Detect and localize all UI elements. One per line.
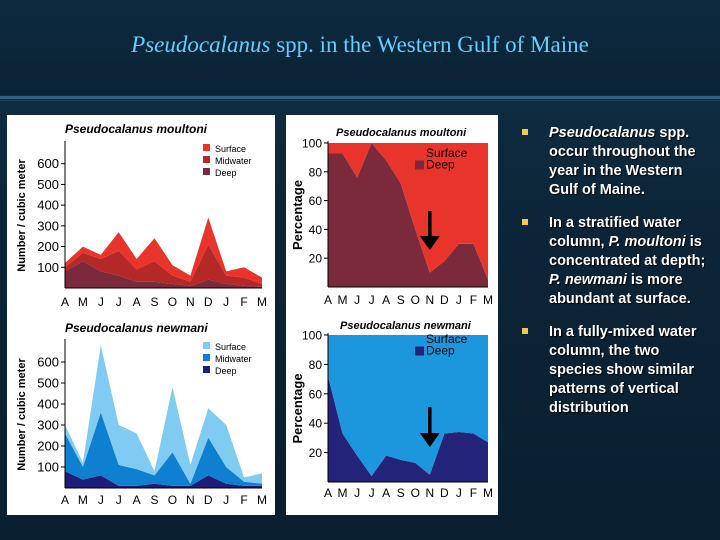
- y-tick-label: 40: [308, 416, 322, 431]
- legend-swatch: [203, 366, 210, 373]
- x-tick-label: M: [257, 493, 267, 507]
- y-tick-label: 400: [37, 197, 59, 213]
- y-tick-label: 400: [37, 396, 59, 412]
- chart-title: Pseudocalanus newmani: [65, 321, 208, 335]
- y-tick-label: 600: [37, 156, 59, 172]
- chart-newmani-percentage: [286, 313, 498, 515]
- y-axis-label: Number / cubic meter: [16, 358, 28, 471]
- bullet-marker-icon: [522, 129, 528, 135]
- title-divider: [0, 96, 720, 99]
- bullet-marker-icon: [522, 219, 528, 225]
- x-tick-label: O: [167, 295, 178, 309]
- x-tick-label: A: [132, 493, 141, 507]
- x-tick-label: D: [203, 295, 213, 309]
- x-tick-label: J: [115, 493, 122, 507]
- x-tick-label: J: [455, 293, 462, 307]
- x-tick-label: A: [323, 293, 333, 307]
- title-divider-thin: [0, 100, 720, 101]
- y-axis-label: Percentage: [290, 373, 305, 444]
- slide-title-rest: spp. in the Western Gulf of Maine: [270, 32, 589, 57]
- bullet-text: In a fully-mixed water column, the two species show similar patterns of vertical distribution: [549, 324, 697, 416]
- legend-label: Surface: [215, 144, 247, 154]
- y-tick-label: 20: [308, 446, 322, 461]
- x-tick-label: A: [132, 295, 141, 309]
- x-tick-label: J: [97, 493, 104, 507]
- bullet-item: [520, 323, 715, 418]
- legend-swatch: [415, 335, 424, 344]
- slide-title-genus: Pseudocalanus: [131, 32, 271, 57]
- chart-moultoni-percentage: [286, 115, 498, 313]
- y-tick-label: 100: [301, 328, 322, 343]
- legend-swatch: [203, 144, 210, 151]
- bullet-text: is more abundant at surface.: [549, 272, 691, 307]
- x-tick-label: F: [469, 486, 478, 500]
- chart-title: Pseudocalanus moultoni: [336, 127, 467, 139]
- x-tick-label: D: [440, 486, 449, 500]
- bullet-item: [520, 124, 715, 200]
- legend-label: Midwater: [215, 156, 252, 166]
- legend-swatch: [415, 347, 424, 356]
- bullet-marker-icon: [522, 328, 528, 334]
- x-tick-label: J: [368, 293, 375, 307]
- y-tick-label: 300: [37, 417, 59, 433]
- legend-swatch: [203, 168, 210, 175]
- x-tick-label: M: [337, 486, 348, 500]
- y-tick-label: 300: [37, 218, 59, 234]
- legend-label: Surface: [426, 332, 468, 346]
- bullet-text: P. moultoni: [608, 234, 686, 250]
- legend-swatch: [415, 161, 424, 170]
- bullet-text: P. newmani: [549, 272, 627, 288]
- x-tick-label: F: [240, 295, 248, 309]
- x-tick-label: O: [167, 493, 178, 507]
- y-tick-label: 100: [37, 459, 59, 475]
- x-tick-label: M: [337, 293, 348, 307]
- x-tick-label: O: [410, 293, 420, 307]
- y-tick-label: 200: [37, 438, 59, 454]
- x-tick-label: O: [410, 486, 420, 500]
- x-tick-label: J: [97, 295, 104, 309]
- y-tick-label: 200: [37, 239, 59, 255]
- x-tick-label: M: [77, 493, 88, 507]
- x-tick-label: J: [115, 295, 122, 309]
- x-tick-label: A: [60, 493, 70, 507]
- bullet-text: In a stratified water column,: [549, 215, 682, 250]
- x-tick-label: J: [368, 486, 375, 500]
- x-tick-label: M: [257, 295, 267, 309]
- x-tick-label: N: [186, 295, 195, 309]
- x-tick-label: F: [469, 293, 478, 307]
- legend-label: Deep: [215, 366, 237, 376]
- x-tick-label: S: [396, 486, 405, 500]
- x-tick-label: S: [150, 295, 159, 309]
- legend-label: Surface: [215, 342, 247, 352]
- legend-swatch: [203, 354, 210, 361]
- x-tick-label: D: [440, 293, 449, 307]
- x-tick-label: S: [150, 493, 159, 507]
- x-tick-label: N: [425, 293, 435, 307]
- x-tick-label: J: [455, 486, 462, 500]
- x-tick-label: M: [77, 295, 88, 309]
- y-tick-label: 80: [308, 165, 322, 180]
- legend-swatch: [203, 342, 210, 349]
- y-tick-label: 500: [37, 375, 59, 391]
- x-tick-label: A: [382, 293, 391, 307]
- y-tick-label: 60: [308, 194, 322, 209]
- right-chart-panel: [286, 115, 498, 515]
- bullet-text: Pseudocalanus: [549, 125, 656, 141]
- x-tick-label: A: [60, 295, 70, 309]
- y-tick-label: 100: [37, 259, 59, 275]
- y-axis-label: Number / cubic meter: [16, 159, 28, 272]
- y-tick-label: 500: [37, 176, 59, 192]
- bullet-text: is concentrated at depth;: [549, 234, 706, 269]
- x-tick-label: J: [223, 493, 230, 507]
- x-tick-label: J: [223, 295, 230, 309]
- y-tick-label: 100: [301, 136, 322, 151]
- x-tick-label: N: [425, 486, 435, 500]
- y-tick-label: 80: [308, 357, 322, 372]
- y-tick-label: 40: [308, 222, 322, 237]
- slide-title: [0, 32, 720, 58]
- chart-moultoni-abundance: [7, 115, 275, 315]
- x-tick-label: M: [483, 293, 493, 307]
- y-tick-label: 600: [37, 354, 59, 370]
- x-tick-label: J: [354, 293, 361, 307]
- legend-swatch: [203, 156, 210, 163]
- x-tick-label: M: [483, 486, 493, 500]
- x-tick-label: D: [203, 493, 213, 507]
- legend-swatch: [415, 149, 424, 158]
- legend-label: Deep: [426, 157, 455, 172]
- chart-title: Pseudocalanus moultoni: [65, 122, 208, 136]
- bullet-list: [520, 124, 715, 432]
- x-tick-label: F: [240, 493, 248, 507]
- x-tick-label: A: [323, 486, 333, 500]
- legend-label: Deep: [426, 343, 455, 358]
- left-chart-panel: [7, 115, 275, 515]
- chart-newmani-abundance: [7, 315, 275, 515]
- legend-label: Midwater: [215, 354, 252, 364]
- x-tick-label: J: [354, 486, 361, 500]
- bullet-item: [520, 214, 715, 309]
- y-axis-label: Percentage: [290, 179, 305, 251]
- x-tick-label: S: [396, 293, 405, 307]
- y-tick-label: 60: [308, 387, 322, 402]
- chart-title: Pseudocalanus newmani: [340, 320, 471, 332]
- x-tick-label: A: [382, 486, 391, 500]
- legend-label: Surface: [426, 146, 468, 160]
- bullet-text: spp. occur throughout the year in the Western Gulf of Maine.: [549, 125, 696, 198]
- y-tick-label: 20: [308, 251, 322, 266]
- x-tick-label: N: [186, 493, 195, 507]
- legend-label: Deep: [215, 168, 237, 178]
